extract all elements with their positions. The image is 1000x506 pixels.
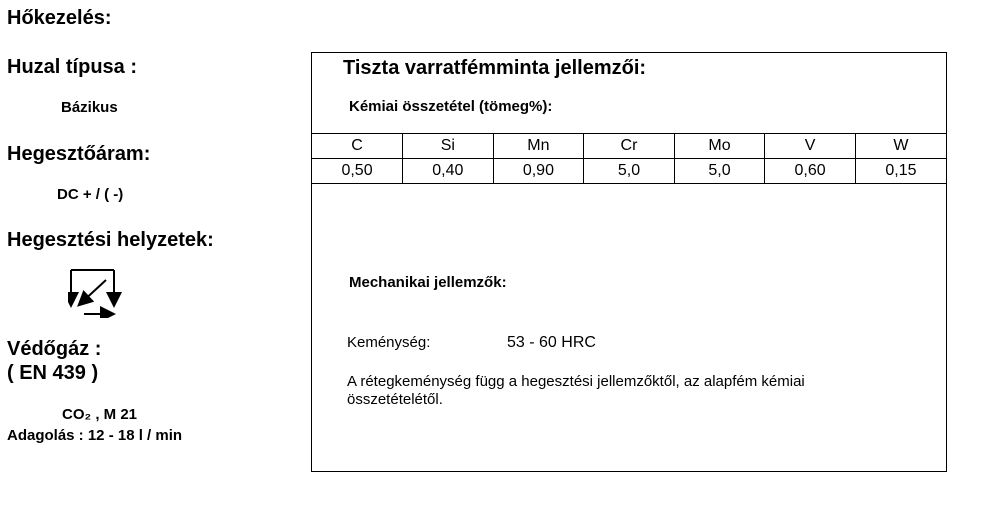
value-c: 0,50 bbox=[312, 159, 403, 184]
welding-position-icon bbox=[68, 266, 124, 318]
composition-table bbox=[312, 133, 946, 184]
value-cr: 5,0 bbox=[584, 159, 675, 184]
shielding-gas-standard: ( EN 439 ) bbox=[7, 362, 99, 384]
panel-title: Tiszta varratfémminta jellemzői: bbox=[343, 57, 647, 79]
weld-metal-properties-panel bbox=[311, 52, 947, 472]
hardness-note: A rétegkeménység függ a hegesztési jellemzőktől, az alapfém kémiai összetételétől. bbox=[347, 373, 805, 408]
hardness-value: 53 - 60 HRC bbox=[507, 334, 596, 351]
welding-current-label: Hegesztőáram: bbox=[7, 143, 151, 165]
element-si: Si bbox=[403, 134, 494, 159]
element-cr: Cr bbox=[584, 134, 675, 159]
element-mo: Mo bbox=[674, 134, 765, 159]
shielding-gas-value: CO₂ , M 21 bbox=[62, 406, 138, 423]
value-mn: 0,90 bbox=[493, 159, 584, 184]
wire-type-value: Bázikus bbox=[61, 99, 118, 116]
hardness-label: Keménység: bbox=[347, 334, 431, 351]
welding-positions-label: Hegesztési helyzetek: bbox=[7, 229, 214, 251]
value-v: 0,60 bbox=[765, 159, 856, 184]
value-si: 0,40 bbox=[403, 159, 494, 184]
value-w: 0,15 bbox=[855, 159, 946, 184]
element-v: V bbox=[765, 134, 856, 159]
chemical-composition-label: Kémiai összetétel (tömeg%): bbox=[349, 98, 553, 115]
welding-current-value: DC + / ( -) bbox=[57, 186, 124, 203]
value-mo: 5,0 bbox=[674, 159, 765, 184]
heat-treatment-label: Hőkezelés: bbox=[7, 7, 112, 29]
table-header-row bbox=[312, 134, 946, 159]
shielding-gas-title: Védőgáz : bbox=[7, 338, 102, 360]
mechanical-properties-label: Mechanikai jellemzők: bbox=[349, 274, 507, 291]
element-c: C bbox=[312, 134, 403, 159]
element-mn: Mn bbox=[493, 134, 584, 159]
gas-flow-rate: Adagolás : 12 - 18 l / min bbox=[7, 427, 183, 444]
wire-type-label: Huzal típusa : bbox=[7, 56, 138, 78]
element-w: W bbox=[855, 134, 946, 159]
table-row bbox=[312, 159, 946, 184]
shielding-gas-label bbox=[7, 337, 101, 385]
